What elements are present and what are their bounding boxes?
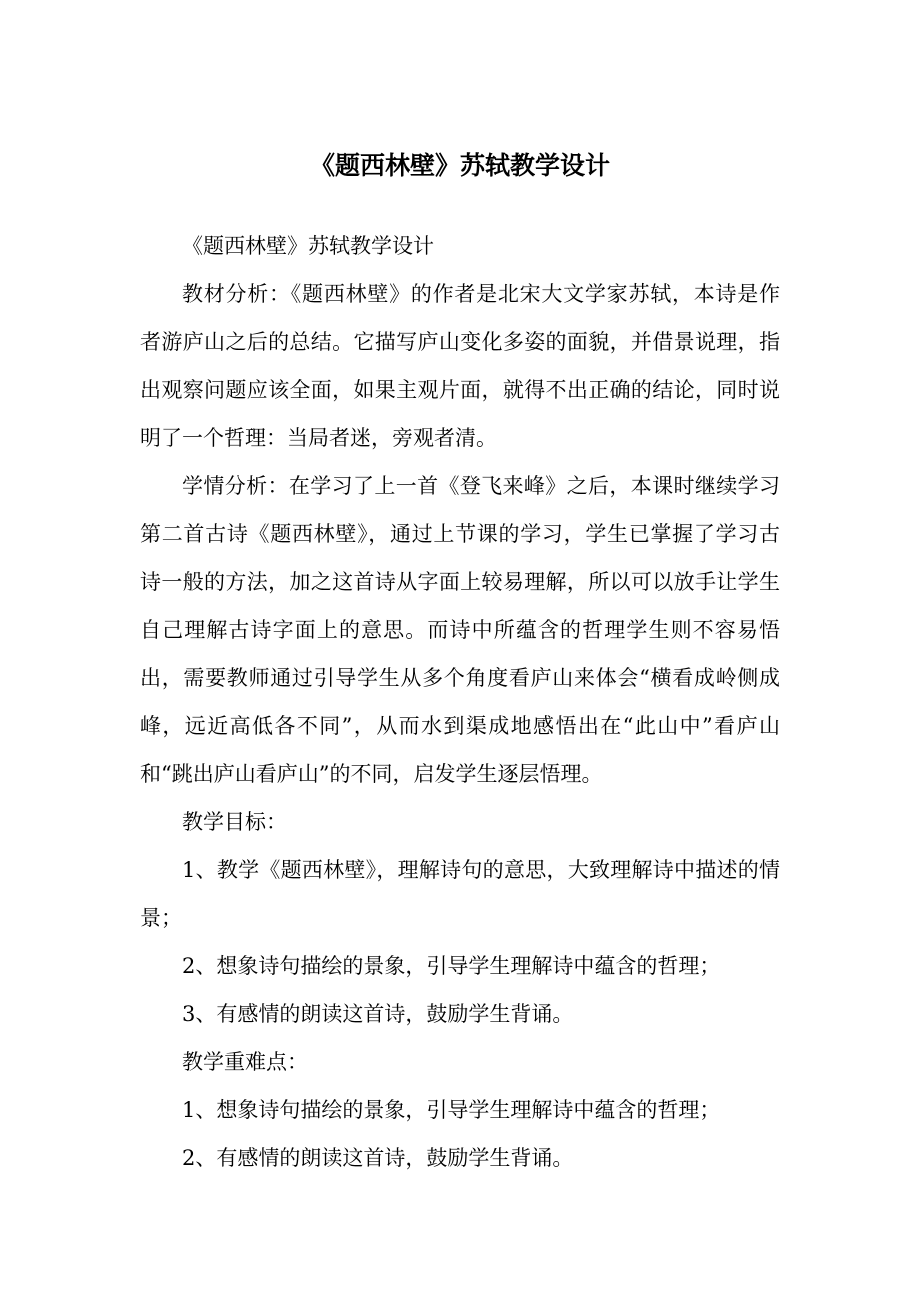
goal-item-3: 3、有感情的朗读这首诗，鼓励学生背诵。 <box>182 1002 574 1026</box>
textbook-analysis-paragraph: 教材分析：《题西林壁》的作者是北宋大文学家苏轼，本诗是作者游庐山之后的总结。它描写庐山变化多姿的面貌，并借景说理，指出观察问题应该全面，如果主观片面，就得不出正确的结论，同时说明了一个哲理：当局者迷，旁观者清。 <box>140 282 780 450</box>
student-analysis-paragraph: 学情分析：在学习了上一首《登飞来峰》之后，本课时继续学习第二首古诗《题西林壁》，通过上节课的学习，学生已掌握了学习古诗一般的方法，加之这首诗从字面上较易理解，所以可以放手让学生自己理解古诗字面上的意思。而诗中所蕴含的哲理学生则不容易悟出，需要教师通过引导学生从多个角度看庐山来体会“横看成岭侧成峰，远近高低各不同”，从而水到渠成地感悟出在“此山中”看庐山和“跳出庐山看庐山”的不同，启发学生逐层悟理。 <box>140 474 780 786</box>
teaching-goals-heading: 教学目标： <box>182 810 287 834</box>
key-points-heading: 教学重难点： <box>182 1050 308 1074</box>
goal-item-2: 2、想象诗句描绘的景象，引导学生理解诗中蕴含的哲理； <box>182 954 721 978</box>
goal-item-1: 1、教学《题西林壁》，理解诗句的意思，大致理解诗中描述的情景； <box>140 858 780 930</box>
key-point-item-2: 2、有感情的朗读这首诗，鼓励学生背诵。 <box>182 1146 574 1170</box>
document-body <box>140 222 780 1182</box>
key-point-item-1: 1、想象诗句描绘的景象，引导学生理解诗中蕴含的哲理； <box>182 1098 721 1122</box>
subtitle-paragraph: 《题西林壁》苏轼教学设计 <box>182 234 434 258</box>
document-title: 《题西林壁》苏轼教学设计 <box>309 151 610 180</box>
